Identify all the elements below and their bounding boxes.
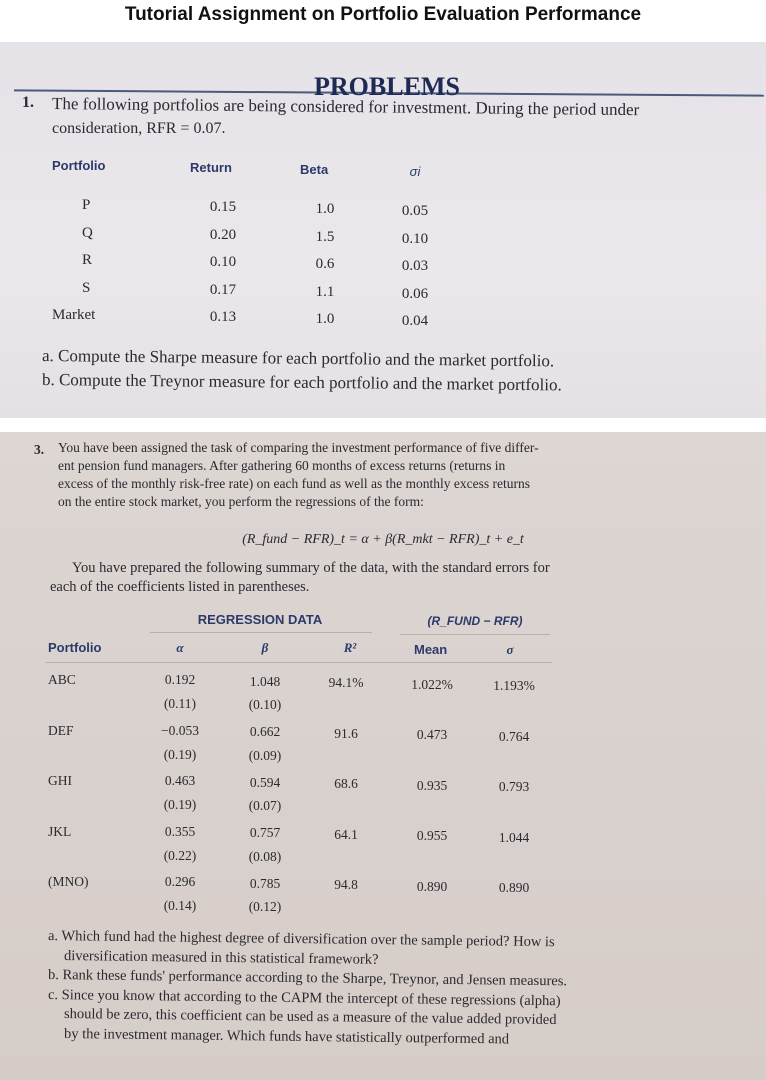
column-header: β — [261, 640, 269, 655]
standard-error: (0.08) — [248, 848, 282, 864]
question-text: consideration, RFR = 0.07. — [52, 120, 226, 137]
table-cell: 0.20 — [209, 226, 237, 243]
table-cell: 0.955 — [416, 828, 448, 843]
table-cell: 0.890 — [498, 880, 530, 895]
document-title: Tutorial Assignment on Portfolio Evaluation Performance — [124, 4, 642, 25]
column-header: σi — [409, 164, 421, 179]
table-cell: 0.10 — [209, 254, 237, 270]
question-number: 3. — [34, 442, 45, 457]
table-cell: 68.6 — [334, 776, 358, 791]
portfolio-name: R — [82, 252, 93, 268]
problem-1-photo — [0, 42, 766, 418]
table-cell: 0.13 — [209, 309, 237, 325]
divider — [150, 632, 372, 633]
portfolio-name: Market — [52, 307, 96, 323]
question-text: excess of the monthly risk-free rate) on each fund as well as the monthly excess returns — [58, 476, 530, 491]
standard-error: (0.12) — [248, 899, 282, 914]
prep-text: each of the coefficients listed in parentheses. — [50, 579, 310, 595]
prep-text: You have prepared the following summary of the data, with the standard errors for — [72, 560, 550, 576]
table-cell: 94.8 — [334, 877, 358, 892]
table-cell: 0.17 — [209, 281, 237, 298]
table-cell: 0.594 — [249, 774, 281, 790]
standard-error: (0.10) — [248, 697, 282, 712]
table-cell: 64.1 — [334, 826, 358, 842]
table-cell: 1.5 — [315, 228, 335, 245]
portfolio-name: (MNO) — [48, 874, 89, 889]
table-cell: 0.764 — [498, 728, 530, 744]
standard-error: (0.22) — [163, 847, 197, 863]
column-header: σ — [506, 642, 514, 657]
table-cell: 0.473 — [416, 727, 448, 742]
column-header: α — [176, 640, 184, 655]
table-cell: 1.048 — [249, 673, 281, 689]
excess-return-heading: (R_FUND − RFR) — [427, 614, 523, 628]
portfolio-name: S — [82, 279, 91, 296]
question-part-b: b. Compute the Treynor measure for each portfolio and the market portfolio. — [41, 370, 562, 395]
question-text: You have been assigned the task of comparing the investment performance of five differ- — [58, 440, 539, 455]
table-cell: 1.0 — [315, 201, 335, 217]
table-cell: −0.053 — [161, 722, 199, 738]
table-cell: 0.192 — [164, 672, 196, 687]
question-part: a. Which fund had the highest degree of diversification over the sample period? How is — [47, 928, 555, 951]
column-header: R² — [343, 640, 357, 655]
portfolio-name: GHI — [48, 773, 72, 788]
table-cell: 0.785 — [249, 875, 281, 891]
column-header: Return — [190, 160, 232, 175]
portfolio-name: Q — [82, 224, 93, 241]
divider — [400, 634, 550, 635]
problem-3-photo — [0, 432, 766, 1080]
standard-error: (0.11) — [163, 696, 197, 711]
table-cell: 1.193% — [493, 678, 535, 693]
question-part-a: a. Compute the Sharpe measure for each portfolio and the market portfolio. — [41, 346, 555, 371]
table-cell: 0.06 — [401, 285, 429, 302]
table-cell: 1.022% — [411, 676, 453, 692]
table-cell: 0.463 — [164, 773, 196, 788]
column-header: Beta — [300, 162, 329, 177]
table-cell: 0.355 — [164, 823, 196, 839]
divider — [46, 662, 552, 663]
standard-error: (0.19) — [163, 797, 197, 812]
standard-error: (0.07) — [248, 798, 282, 813]
standard-error: (0.19) — [163, 746, 197, 762]
table-cell: 0.15 — [209, 199, 237, 215]
table-cell: 0.793 — [498, 779, 530, 794]
column-header: Mean — [414, 642, 448, 657]
question-text: ent pension fund managers. After gathering 60 months of excess returns (returns in — [58, 458, 506, 473]
portfolio-name: P — [82, 197, 91, 213]
portfolio-name: JKL — [48, 823, 72, 839]
table-cell: 1.044 — [498, 829, 530, 845]
question-text: on the entire stock market, you perform the regressions of the form: — [58, 494, 424, 509]
column-header: Portfolio — [52, 158, 106, 173]
table-cell: 0.6 — [315, 256, 335, 272]
table-cell: 0.03 — [401, 258, 429, 274]
column-header: Portfolio — [48, 640, 102, 655]
question-text: The following portfolios are being considered for investment. During the period under — [51, 94, 640, 120]
table-cell: 0.10 — [401, 230, 429, 247]
table-cell: 0.296 — [164, 874, 196, 889]
regression-formula: (R_fund − RFR)_t = α + β(R_mkt − RFR)_t + e_t — [242, 532, 524, 547]
table-cell: 0.757 — [249, 825, 281, 840]
table-cell: 0.04 — [401, 313, 429, 329]
table-cell: 0.935 — [416, 777, 448, 793]
standard-error: (0.14) — [163, 898, 197, 913]
portfolio-name: DEF — [48, 722, 74, 738]
table-cell: 1.1 — [315, 283, 335, 300]
question-number: 1. — [22, 94, 34, 111]
question-part: diversification measured in this statistical framework? — [63, 947, 379, 968]
question-part: should be zero, this coefficient can be used as a measure of the value added provided — [63, 1006, 557, 1029]
table-cell: 0.662 — [249, 724, 281, 739]
table-cell: 0.05 — [401, 203, 429, 219]
standard-error: (0.09) — [248, 747, 282, 763]
question-part: c. Since you know that according to the CAPM the intercept of these regressions (alpha) — [47, 986, 561, 1009]
regression-data-heading: REGRESSION DATA — [197, 612, 323, 627]
question-part: b. Rank these funds' performance according to the Sharpe, Treynor, and Jensen measures. — [47, 967, 568, 990]
table-cell: 1.0 — [315, 311, 335, 327]
question-part: by the investment manager. Which funds have statistically outperformed and — [63, 1025, 510, 1047]
portfolio-name: ABC — [48, 672, 76, 687]
table-cell: 0.890 — [416, 878, 448, 894]
table-cell: 94.1% — [328, 675, 364, 690]
table-cell: 91.6 — [334, 725, 358, 741]
problems-heading: PROBLEMS — [314, 72, 460, 101]
